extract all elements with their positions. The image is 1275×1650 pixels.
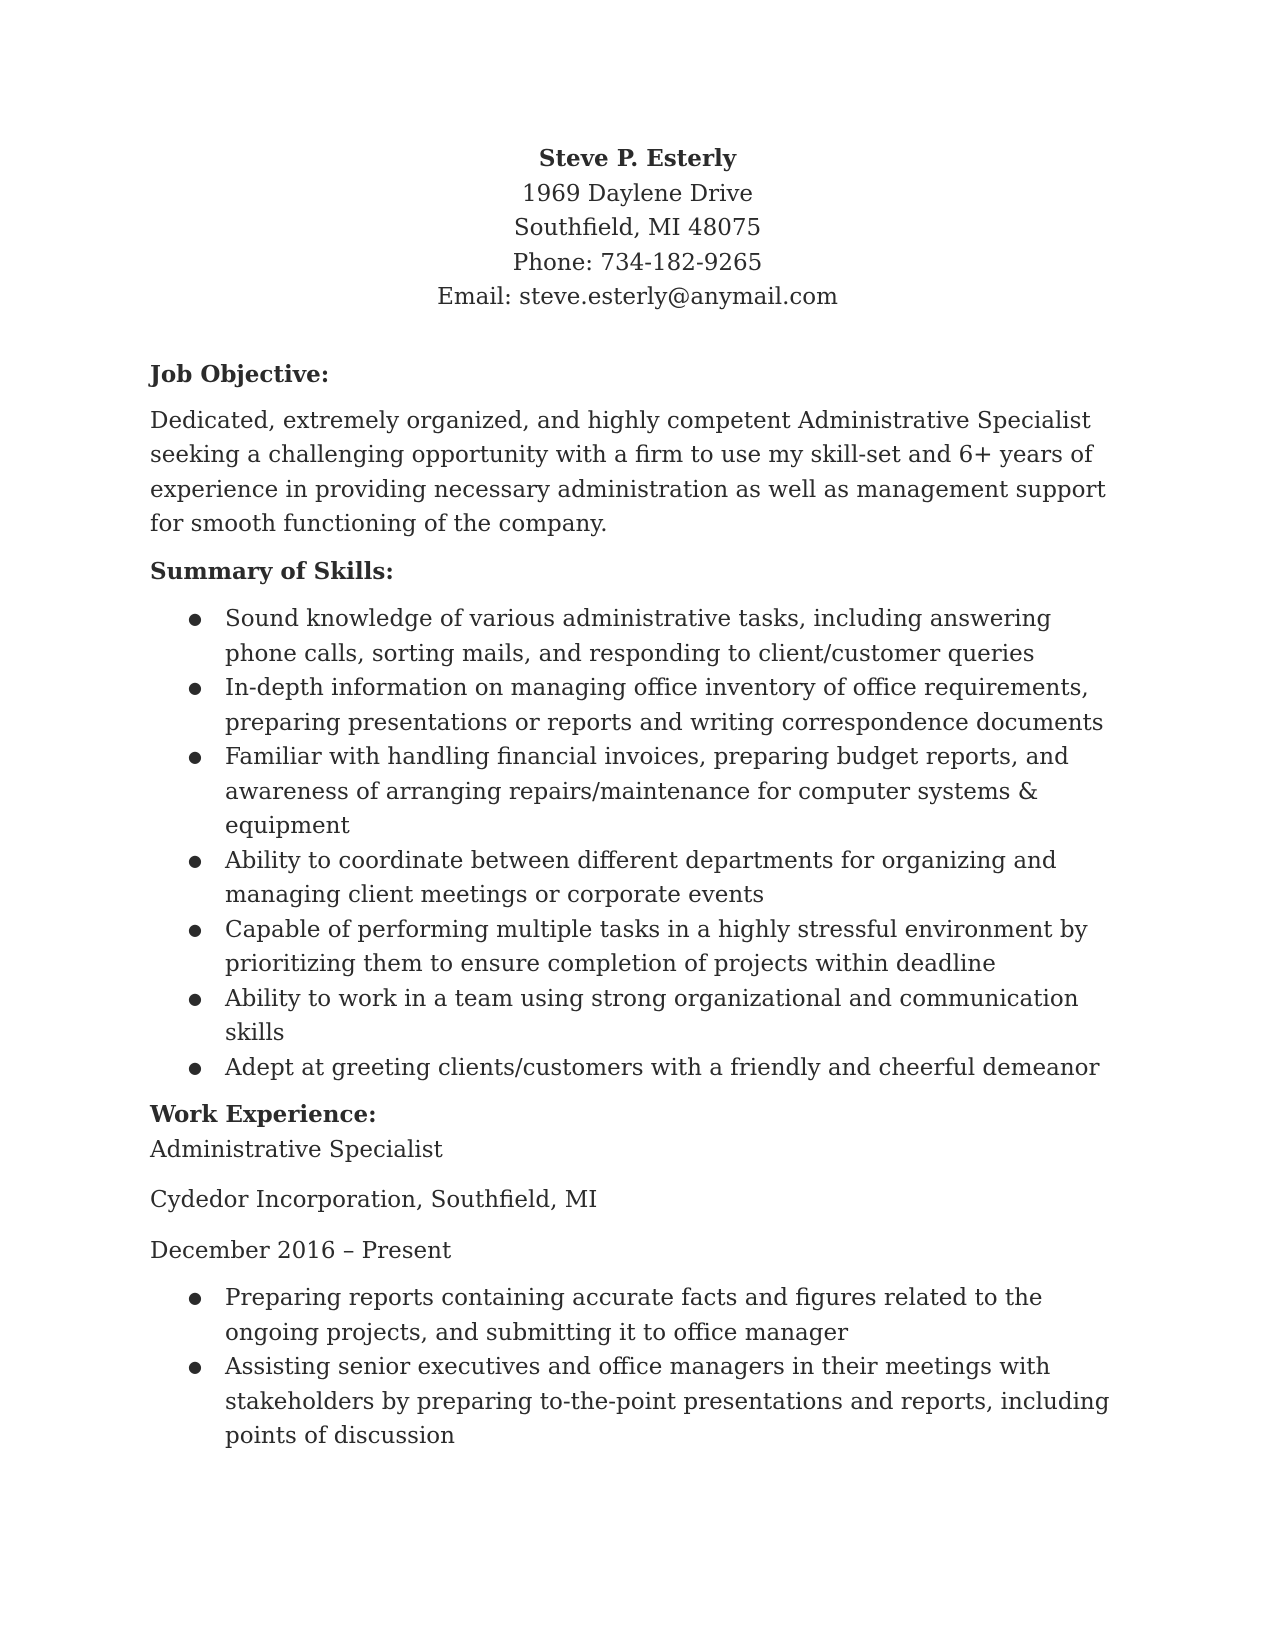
- skills-section: [150, 555, 1130, 1086]
- bullet-icon: ●: [188, 850, 202, 870]
- list-item: [150, 671, 1130, 740]
- skill-text: Familiar with handling financial invoices, preparing budget reports, and awareness of arranging repairs/maintenance for computer systems & equipment: [225, 744, 1069, 839]
- skill-text: Capable of performing multiple tasks in a highly stressful environment by prioritizing them to ensure completion of projects within deadline: [225, 916, 1088, 977]
- resume-body: [150, 358, 1130, 1467]
- experience-heading: Work Experience:: [150, 1101, 377, 1128]
- list-item: [150, 1051, 1130, 1086]
- skill-text: Sound knowledge of various administrative tasks, including answering phone calls, sorting mails, and responding to client/customer queries: [225, 606, 1052, 667]
- contact-header: [0, 142, 1275, 315]
- bullet-icon: ●: [188, 1057, 202, 1077]
- objective-heading: Job Objective:: [150, 361, 330, 388]
- bullet-icon: ●: [188, 747, 202, 766]
- employment-dates: December 2016 – Present: [150, 1237, 452, 1264]
- list-item: [150, 1350, 1130, 1454]
- applicant-name: Steve P. Esterly: [538, 145, 737, 172]
- list-item: [150, 913, 1130, 982]
- duties-list: [150, 1281, 1130, 1454]
- bullet-icon: ●: [188, 678, 202, 697]
- duty-text: Assisting senior executives and office managers in their meetings with stakeholders by preparing to-the-point presentations and reports, including points of discussion: [225, 1354, 1110, 1449]
- job-title: Administrative Specialist: [150, 1136, 443, 1163]
- skills-heading: Summary of Skills:: [150, 557, 394, 585]
- list-item: [150, 1281, 1130, 1350]
- email-line: Email: steve.esterly@anymail.com: [437, 284, 838, 310]
- bullet-icon: ●: [188, 609, 202, 628]
- address-line: 1969 Daylene Drive: [521, 180, 754, 207]
- list-item: [150, 740, 1130, 844]
- experience-section: [150, 1098, 1130, 1454]
- bullet-icon: ●: [188, 1357, 202, 1376]
- bullet-icon: ●: [188, 919, 202, 939]
- list-item: [150, 844, 1130, 913]
- bullet-icon: ●: [188, 988, 202, 1008]
- objective-text: Dedicated, extremely organized, and highly competent Administrative Specialist seeking a challenging opportunity with a firm to use my skill-set and 6+ years of experience in providing necessary administration as well as management support for smooth functioning of the company.: [150, 407, 1106, 537]
- skill-text: Ability to work in a team using strong organizational and communication skills: [225, 985, 1079, 1046]
- city-line: Southfield, MI 48075: [513, 215, 762, 241]
- company-name: Cydedor Incorporation, Southfield, MI: [150, 1187, 598, 1213]
- bullet-icon: ●: [188, 1288, 202, 1307]
- list-item: [150, 982, 1130, 1051]
- skills-list: [150, 602, 1130, 1085]
- list-item: [150, 602, 1130, 671]
- skill-text: Adept at greeting clients/customers with a friendly and cheerful demeanor: [225, 1054, 1100, 1081]
- skill-text: Ability to coordinate between different departments for organizing and managing client meetings or corporate events: [225, 847, 1057, 908]
- phone-line: Phone: 734-182-9265: [512, 249, 763, 276]
- objective-section: [150, 358, 1130, 542]
- skill-text: In-depth information on managing office inventory of office requirements, preparing presentations or reports and writing correspondence documents: [225, 675, 1104, 736]
- duty-text: Preparing reports containing accurate facts and figures related to the ongoing projects, and submitting it to office manager: [225, 1285, 1043, 1346]
